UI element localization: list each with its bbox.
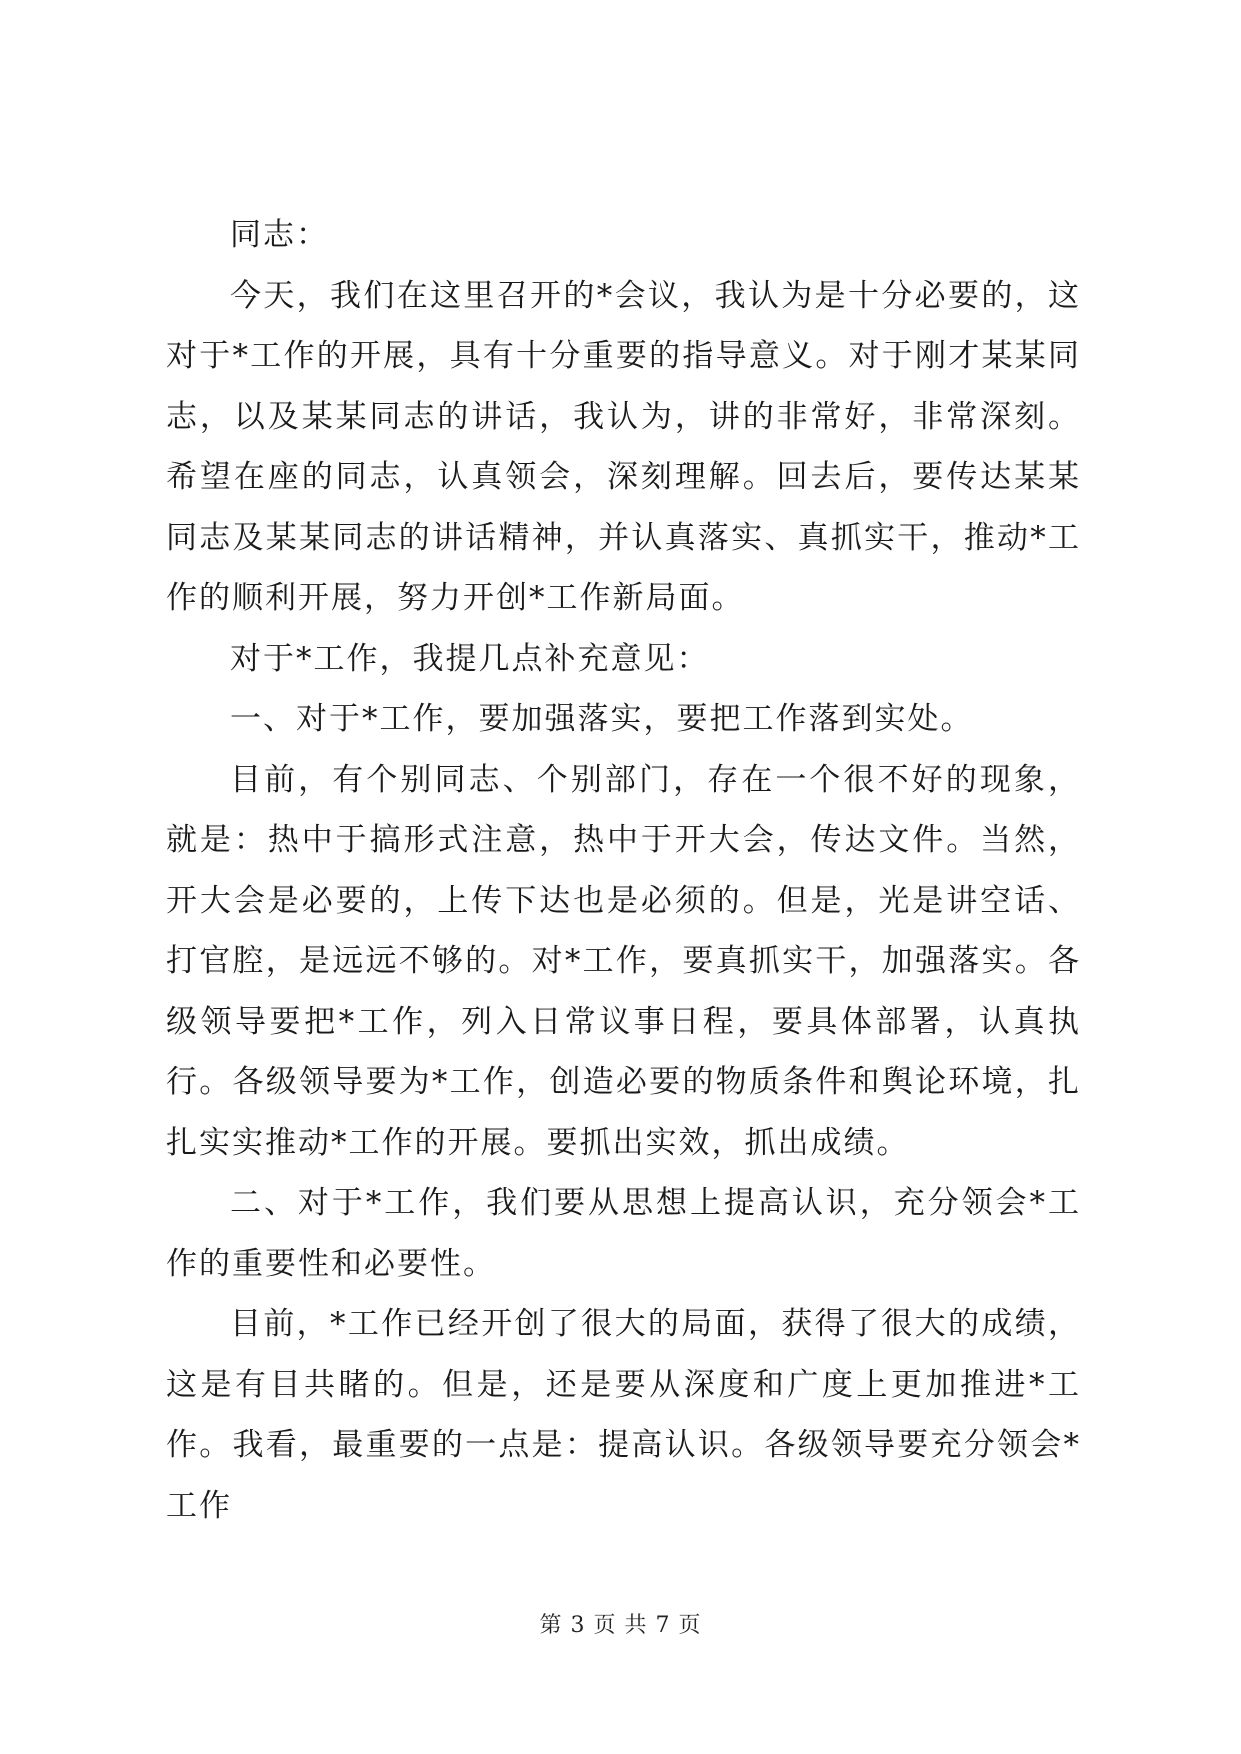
paragraph-point-one-heading: 一、对于*工作，要加强落实，要把工作落到实处。 xyxy=(230,701,974,737)
document-body xyxy=(166,205,1081,1536)
paragraph-point-two-body: 目前，*工作已经开创了很大的局面，获得了很大的成绩，这是有目共睹的。但是，还是要从深度和广度上更加推进*工作。我看，最重要的一点是：提高认识。各级领导要充分领会*工作 xyxy=(166,1306,1081,1524)
paragraph-point-two-heading: 二、对于*工作，我们要从思想上提高认识，充分领会*工作的重要性和必要性。 xyxy=(166,1185,1081,1282)
paragraph-intro: 对于*工作，我提几点补充意见： xyxy=(230,640,710,677)
page-number-footer: 第 3 页 共 7 页 xyxy=(539,1613,702,1638)
paragraph-opening: 今天，我们在这里召开的*会议，我认为是十分必要的，这对于*工作的开展，具有十分重要的指导意义。对于刚才某某同志，以及某某同志的讲话，我认为，讲的非常好，非常深刻。希望在座的同志，认真领会，深刻理解。回去后，要传达某某同志及某某同志的讲话精神，并认真落实、真抓实干，推动*工作的顺利开展，努力开创*工作新局面。 xyxy=(166,277,1081,616)
paragraph-point-one-body: 目前，有个别同志、个别部门，存在一个很不好的现象，就是：热中于搞形式注意，热中于开大会，传达文件。当然，开大会是必要的，上传下达也是必须的。但是，光是讲空话、打官腔，是远远不够的。对*工作，要真抓实干，加强落实。各级领导要把*工作，列入日常议事日程，要具体部署，认真执行。各级领导要为*工作，创造必要的物质条件和舆论环境，扎扎实实推动*工作的开展。要抓出实效，抓出成绩。 xyxy=(166,761,1081,1161)
paragraph-salutation: 同志： xyxy=(230,217,329,253)
